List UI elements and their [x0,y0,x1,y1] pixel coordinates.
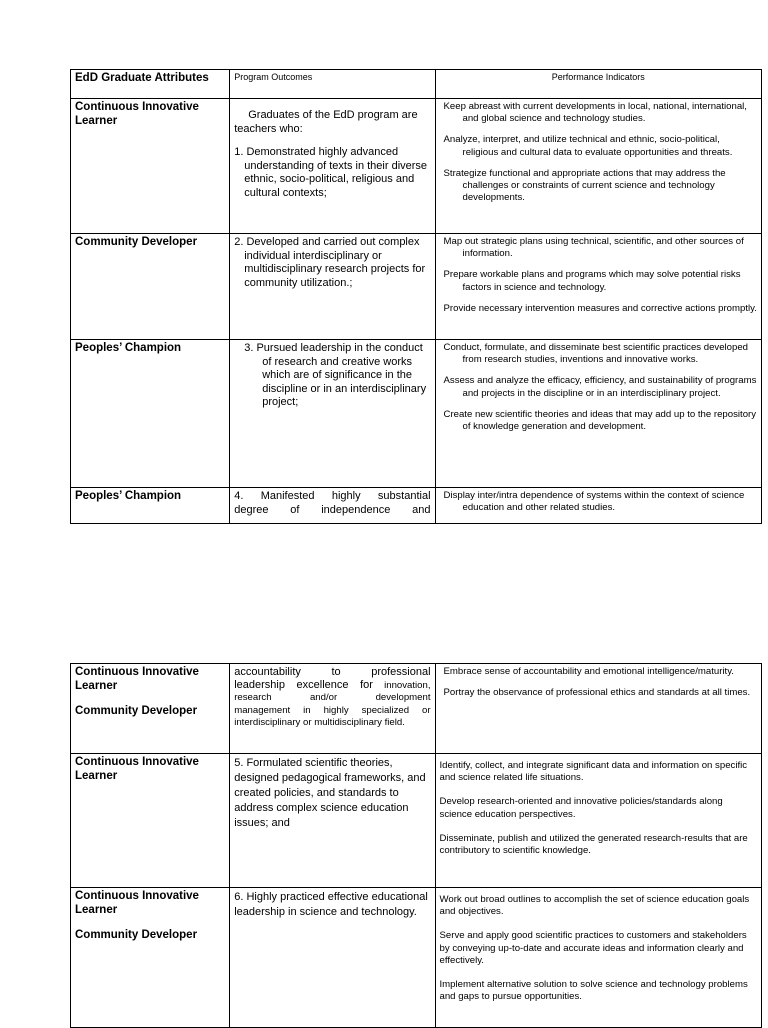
graduate-attribute: Continuous Innovative Learner [75,101,199,127]
program-outcome: 6. Highly practiced effective educational leadership in science and technology. [234,891,428,918]
graduate-attribute: Continuous Innovative Learner [75,890,199,916]
table-row [71,488,762,524]
performance-indicators-cell [435,754,761,888]
program-outcome-line: 4. Manifested highly substantial [234,490,431,502]
performance-indicator: Assess and analyze the efficacy, efficiency, and sustainability of programs and projects in the discipline or in an interdisciplinary project. [443,375,757,399]
table-header-row [71,70,762,99]
outcomes-table-1 [70,69,762,524]
performance-indicator: Serve and apply good scientific practices to customers and stakeholders by conveying up-to-date and accurate ideas and information clearly and effectively. [439,930,747,966]
program-outcome-line: accountability to professional [234,666,431,678]
outcomes-table-2 [70,663,762,1028]
header-performance-indicators: Performance Indicators [435,70,761,99]
performance-indicator: Work out broad outlines to accomplish the set of science education goals and objectives. [439,894,750,918]
graduate-attribute: Continuous Innovative Learner [75,756,199,782]
program-outcome-text: leadership excellence for [234,678,373,691]
performance-indicator: Map out strategic plans using technical, scientific, and other sources of information. [443,236,744,260]
performance-indicator: Implement alternative solution to solve science and technology problems and gaps to pursue opportunities. [439,979,748,1003]
program-outcome: 3. Pursued leadership in the conduct of research and creative works which are of significance in the discipline or in an interdisciplinary project; [244,342,427,408]
graduate-attribute-cell [71,340,230,488]
performance-indicator: Keep abreast with current developments in local, national, international, and global science and technology studies. [443,101,747,125]
performance-indicator: Portray the observance of professional ethics and standards at all times. [443,687,751,699]
program-outcome-text: innovation, [384,679,431,691]
graduate-attribute-cell [71,488,230,524]
performance-indicators-cell [435,488,761,524]
program-outcome-line: interdisciplinary or multidisciplinary field. [234,717,405,728]
graduate-attribute-cell [71,99,230,234]
performance-indicator: Analyze, interpret, and utilize technical and ethnic, socio-political, religious and cultural data to evaluate opportunities and threats. [443,134,733,158]
graduate-attribute-cell [71,664,230,754]
graduate-attribute: Community Developer [75,929,198,941]
performance-indicator: Display inter/intra dependence of systems within the context of science education and other related studies. [443,490,745,514]
program-outcome-cell [230,99,435,234]
program-outcome-cell [230,234,435,340]
performance-indicators-cell [435,888,761,1028]
performance-indicator: Identify, collect, and integrate significant data and information on specific and science related life situations. [439,760,748,784]
performance-indicators-cell [435,340,761,488]
table-row [71,99,762,234]
performance-indicator: Conduct, formulate, and disseminate best scientific practices developed from research studies, inventions and innovative works. [443,342,749,366]
performance-indicators-cell [435,234,761,340]
program-outcome-cell [230,754,435,888]
graduate-attribute: Community Developer [75,705,198,717]
header-program-outcomes: Program Outcomes [230,70,435,99]
performance-indicator: Embrace sense of accountability and emotional intelligence/maturity. [443,666,734,677]
graduate-attribute-cell [71,888,230,1028]
graduate-attribute: Peoples’ Champion [75,342,182,354]
performance-indicator: Strategize functional and appropriate actions that may address the challenges or constraints of current science and technology developments. [443,167,726,204]
graduate-attribute: Continuous Innovative Learner [75,666,199,692]
table-row [71,754,762,888]
program-outcome-cell [230,888,435,1028]
program-outcome-cell [230,664,435,754]
performance-indicator: Develop research-oriented and innovative policies/standards along science education perspectives. [439,796,723,820]
performance-indicator: Disseminate, publish and utilized the generated research-results that are contributory to scientific knowledge. [439,832,748,857]
header-graduate-attributes: EdD Graduate Attributes [71,70,230,99]
performance-indicator: Provide necessary intervention measures and corrective actions promptly. [443,302,757,314]
performance-indicator: Prepare workable plans and programs which may solve potential risks factors in science and technology. [443,269,741,293]
program-outcome-line: degree of independence and [234,503,431,516]
performance-indicator: Create new scientific theories and ideas that may add up to the repository of knowledge generation and development. [443,408,757,433]
table-row [71,664,762,754]
table-row [71,888,762,1028]
program-outcome: 5. Formulated scientific theories, designed pedagogical frameworks, and created policies, and standards to address complex science education issues; and [234,757,426,829]
performance-indicators-cell [435,664,761,754]
graduate-attribute-cell [71,754,230,888]
program-outcome: 2. Developed and carried out complex individual interdisciplinary or multidisciplinary research projects for community utilization.; [234,236,426,289]
table-row [71,234,762,340]
program-outcome-line: management in highly specialized or [234,704,431,716]
program-outcome-line: research and/or development [234,692,431,703]
graduate-attribute-cell [71,234,230,340]
program-outcome-line [234,679,430,693]
graduate-attribute: Peoples’ Champion [75,490,182,502]
table-row [71,340,762,488]
program-outcome-cell [230,340,435,488]
program-outcome-intro: Graduates of the EdD program are teachers who: [234,109,418,135]
graduate-attribute: Community Developer [75,236,198,248]
program-outcome-cell [230,488,435,524]
program-outcome: 1. Demonstrated highly advanced understanding of texts in their diverse ethnic, socio-political, religious and cultural contexts; [234,146,428,199]
performance-indicators-cell [435,99,761,234]
